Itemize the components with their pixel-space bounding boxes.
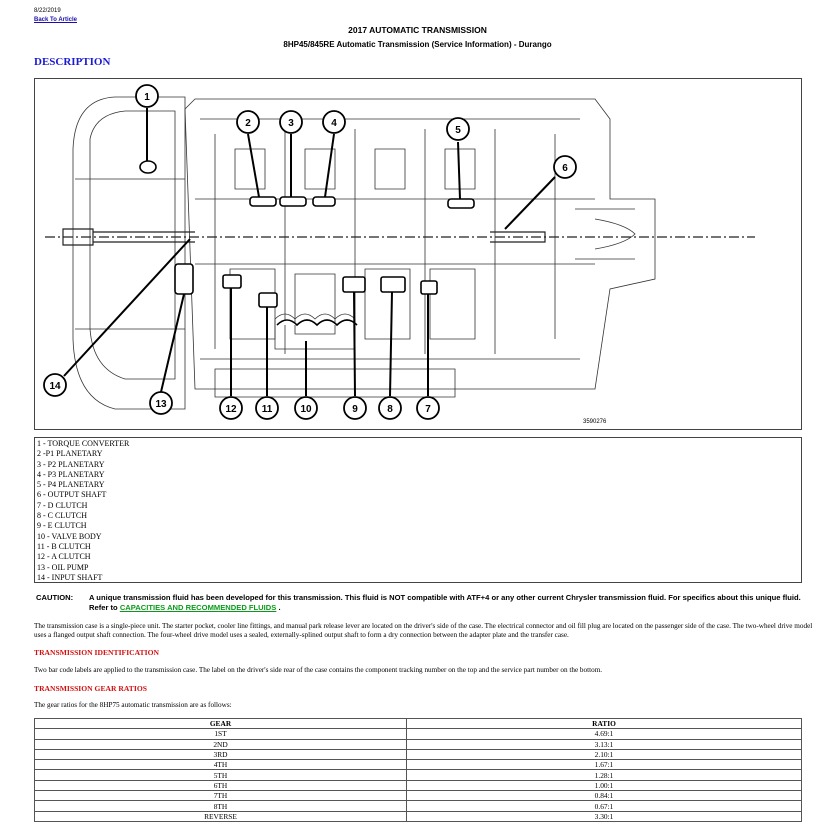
figure-id: 3590276 — [583, 419, 607, 425]
callout-7: 7 — [425, 404, 431, 415]
table-row — [35, 739, 802, 749]
ratio-cell: 0.84:1 — [407, 791, 802, 801]
print-date: 8/22/2019 — [34, 8, 61, 14]
gear-cell: 1ST — [35, 729, 407, 739]
legend-item: 2 -P1 PLANETARY — [37, 449, 103, 459]
callout-11: 11 — [261, 404, 273, 415]
legend-item: 4 - P3 PLANETARY — [37, 469, 105, 479]
legend-item: 8 - C CLUTCH — [37, 511, 87, 521]
table-row — [35, 791, 802, 801]
table-header-row — [35, 719, 802, 729]
ratio-cell: 2.10:1 — [407, 749, 802, 759]
callout-1: 1 — [144, 92, 150, 103]
legend-item: 7 - D CLUTCH — [37, 500, 88, 510]
caution-label: CAUTION: — [36, 593, 74, 602]
identification-paragraph: Two bar code labels are applied to the transmission case. The label on the driver's side rear of the case contains the component tracking number on the top and the service part number on the bottom. — [34, 666, 603, 674]
legend-item: 10 - VALVE BODY — [37, 531, 102, 541]
table-row — [35, 729, 802, 739]
table-row — [35, 749, 802, 759]
callout-2: 2 — [245, 118, 251, 129]
caution-text — [89, 593, 815, 613]
document-title: 2017 AUTOMATIC TRANSMISSION — [348, 25, 487, 35]
document-subtitle: 8HP45/845RE Automatic Transmission (Service Information) - Durango — [283, 40, 552, 49]
transmission-cutaway-figure — [34, 78, 802, 430]
callout-10: 10 — [300, 404, 312, 415]
capacities-fluids-link[interactable]: CAPACITIES AND RECOMMENDED FLUIDS — [119, 603, 277, 612]
gear-cell: 2ND — [35, 739, 407, 749]
column-header-gear: GEAR — [35, 719, 407, 729]
back-to-article-link[interactable]: Back To Article — [34, 17, 78, 23]
gear-cell: 7TH — [35, 791, 407, 801]
gear-cell: 3RD — [35, 749, 407, 759]
description-paragraph: The transmission case is a single-piece unit. The starter pocket, cooler line fittings, and manual park release lever are located on the driver's side of the case. The electrical connector and oil fill plug are located on the passenger side of the case. The two-wheel drive model uses a flanged output shaft connection. The four-wheel drive model uses a sealed, externally-splined output shaft to form a dry connection between the adapter plate and the transfer case. — [34, 622, 813, 640]
callout-8: 8 — [387, 404, 393, 415]
legend-item: 14 - INPUT SHAFT — [37, 572, 103, 582]
column-header-ratio: RATIO — [407, 719, 802, 729]
table-row — [35, 760, 802, 770]
gear-cell: 4TH — [35, 760, 407, 770]
legend-item: 13 - OIL PUMP — [37, 562, 89, 572]
gear-ratios-intro: The gear ratios for the 8HP75 automatic transmission are as follows: — [34, 701, 232, 709]
gear-ratio-table — [34, 718, 802, 822]
callout-3: 3 — [288, 118, 294, 129]
gear-cell: 5TH — [35, 770, 407, 780]
callout-9: 9 — [352, 404, 358, 415]
callout-12: 12 — [225, 404, 237, 415]
ratio-cell: 1.67:1 — [407, 760, 802, 770]
callout-4: 4 — [331, 118, 337, 129]
table-row — [35, 801, 802, 811]
legend-item: 3 - P2 PLANETARY — [37, 459, 105, 469]
gear-cell: 6TH — [35, 780, 407, 790]
gear-cell: REVERSE — [35, 811, 407, 821]
callout-13: 13 — [155, 399, 167, 410]
callout-6: 6 — [562, 163, 568, 174]
callout-5: 5 — [455, 125, 461, 136]
table-row — [35, 811, 802, 821]
legend-item: 1 - TORQUE CONVERTER — [37, 439, 130, 448]
table-row — [35, 780, 802, 790]
legend-item: 5 - P4 PLANETARY — [37, 480, 105, 490]
component-legend — [34, 437, 802, 583]
transmission-drawing — [35, 79, 803, 431]
legend-item: 12 - A CLUTCH — [37, 552, 91, 562]
caution-after: . — [276, 603, 281, 612]
ratio-cell: 3.13:1 — [407, 739, 802, 749]
legend-item: 11 - B CLUTCH — [37, 541, 91, 551]
legend-item: 6 - OUTPUT SHAFT — [37, 490, 107, 500]
callout-14: 14 — [49, 381, 61, 392]
section-title-description: DESCRIPTION — [34, 56, 111, 68]
caution-body: A unique transmission fluid has been developed for this transmission. This fluid is NOT compatible with ATF+4 or any other current Chrysler transmission fluid. For specifics about this unique fluid. Refer to — [89, 593, 801, 612]
gear-cell: 8TH — [35, 801, 407, 811]
ratio-cell: 3.30:1 — [407, 811, 802, 821]
legend-item: 9 - E CLUTCH — [37, 521, 87, 531]
ratio-cell: 4.69:1 — [407, 729, 802, 739]
table-row — [35, 770, 802, 780]
ratio-cell: 0.67:1 — [407, 801, 802, 811]
identification-heading: TRANSMISSION IDENTIFICATION — [34, 648, 159, 657]
ratio-cell: 1.00:1 — [407, 780, 802, 790]
ratio-cell: 1.28:1 — [407, 770, 802, 780]
gear-ratios-heading: TRANSMISSION GEAR RATIOS — [34, 684, 147, 693]
